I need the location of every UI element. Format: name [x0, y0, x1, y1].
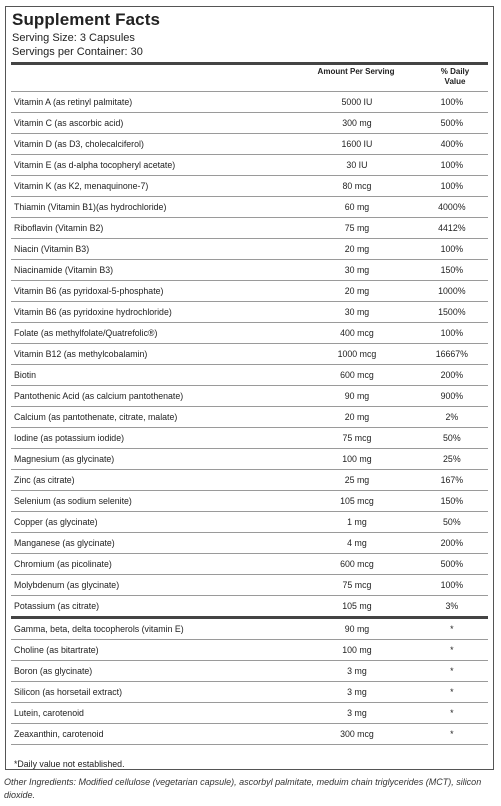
serving-size: Serving Size: 3 Capsules — [12, 32, 135, 44]
nutrient-amount: 20 mg — [298, 239, 415, 260]
nutrient-name: Calcium (as pantothenate, citrate, malate) — [11, 407, 298, 428]
nutrient-amount: 300 mcg — [298, 724, 415, 745]
nutrient-row — [11, 640, 488, 661]
nutrient-row — [11, 302, 488, 323]
nutrient-name: Magnesium (as glycinate) — [11, 449, 298, 470]
nutrient-table — [11, 91, 488, 745]
nutrient-amount: 300 mg — [298, 113, 415, 134]
nutrient-row — [11, 197, 488, 218]
nutrient-daily-value: 100% — [416, 92, 488, 113]
nutrient-name: Vitamin B6 (as pyridoxine hydrochloride) — [11, 302, 298, 323]
nutrient-name: Silicon (as horsetail extract) — [11, 682, 298, 703]
nutrient-row — [11, 724, 488, 745]
nutrient-daily-value: 100% — [416, 176, 488, 197]
nutrient-row — [11, 239, 488, 260]
nutrient-daily-value: 100% — [416, 575, 488, 596]
nutrient-name: Vitamin C (as ascorbic acid) — [11, 113, 298, 134]
table-bottom-rule-cell — [11, 745, 488, 746]
nutrient-amount: 3 mg — [298, 661, 415, 682]
nutrient-daily-value: 900% — [416, 386, 488, 407]
nutrient-daily-value: * — [416, 661, 488, 682]
nutrient-amount: 60 mg — [298, 197, 415, 218]
nutrient-row — [11, 533, 488, 554]
nutrient-row — [11, 596, 488, 618]
nutrient-row — [11, 365, 488, 386]
daily-value-footnote: *Daily value not established. — [14, 759, 125, 769]
nutrient-row — [11, 661, 488, 682]
nutrient-row — [11, 92, 488, 113]
nutrient-name: Molybdenum (as glycinate) — [11, 575, 298, 596]
nutrient-daily-value: 3% — [416, 596, 488, 618]
nutrient-row — [11, 344, 488, 365]
nutrient-amount: 1000 mcg — [298, 344, 415, 365]
nutrient-row — [11, 682, 488, 703]
nutrient-row — [11, 386, 488, 407]
nutrient-name: Vitamin B6 (as pyridoxal-5-phosphate) — [11, 281, 298, 302]
nutrient-name: Zeaxanthin, carotenoid — [11, 724, 298, 745]
nutrient-name: Vitamin K (as K2, menaquinone-7) — [11, 176, 298, 197]
nutrient-amount: 3 mg — [298, 703, 415, 724]
nutrient-amount: 3 mg — [298, 682, 415, 703]
supplement-facts-label — [5, 6, 494, 770]
nutrient-daily-value: 100% — [416, 239, 488, 260]
other-ingredients: Other Ingredients: Modified cellulose (vegetarian capsule), ascorbyl palmitate, meduim chain triglycerides (MCT), silicon dioxide. — [4, 777, 482, 800]
nutrient-row — [11, 512, 488, 533]
label-title: Supplement Facts — [12, 10, 161, 29]
daily-value-header-line2: Value — [444, 77, 466, 86]
nutrient-name: Manganese (as glycinate) — [11, 533, 298, 554]
nutrient-daily-value: 25% — [416, 449, 488, 470]
nutrient-row — [11, 470, 488, 491]
nutrient-daily-value: 200% — [416, 533, 488, 554]
nutrient-daily-value: 1500% — [416, 302, 488, 323]
nutrient-name: Lutein, carotenoid — [11, 703, 298, 724]
nutrient-row — [11, 113, 488, 134]
nutrient-amount: 75 mcg — [298, 575, 415, 596]
nutrient-amount: 25 mg — [298, 470, 415, 491]
nutrient-daily-value: * — [416, 703, 488, 724]
nutrient-name: Folate (as methylfolate/Quatrefolic®) — [11, 323, 298, 344]
nutrient-name: Riboflavin (Vitamin B2) — [11, 218, 298, 239]
nutrient-daily-value: * — [416, 724, 488, 745]
nutrient-amount: 600 mcg — [298, 365, 415, 386]
nutrient-name: Niacin (Vitamin B3) — [11, 239, 298, 260]
nutrient-amount: 1600 IU — [298, 134, 415, 155]
nutrient-amount: 100 mg — [298, 640, 415, 661]
nutrient-amount: 30 mg — [298, 302, 415, 323]
nutrient-daily-value: 150% — [416, 491, 488, 512]
nutrient-name: Pantothenic Acid (as calcium pantothenate) — [11, 386, 298, 407]
nutrient-name: Vitamin A (as retinyl palmitate) — [11, 92, 298, 113]
nutrient-daily-value: 16667% — [416, 344, 488, 365]
nutrient-amount: 600 mcg — [298, 554, 415, 575]
nutrient-amount: 90 mg — [298, 618, 415, 640]
nutrient-daily-value: 2% — [416, 407, 488, 428]
nutrient-amount: 20 mg — [298, 407, 415, 428]
nutrient-amount: 75 mg — [298, 218, 415, 239]
nutrient-name: Chromium (as picolinate) — [11, 554, 298, 575]
nutrient-row — [11, 554, 488, 575]
nutrient-row — [11, 218, 488, 239]
nutrient-row — [11, 575, 488, 596]
nutrient-name: Zinc (as citrate) — [11, 470, 298, 491]
daily-value-column-header — [424, 67, 486, 87]
nutrient-daily-value: * — [416, 682, 488, 703]
header-divider — [11, 62, 488, 65]
nutrient-name: Choline (as bitartrate) — [11, 640, 298, 661]
table-bottom-rule — [11, 745, 488, 746]
nutrient-amount: 20 mg — [298, 281, 415, 302]
nutrient-amount: 80 mcg — [298, 176, 415, 197]
nutrient-name: Vitamin B12 (as methylcobalamin) — [11, 344, 298, 365]
nutrient-name: Gamma, beta, delta tocopherols (vitamin E) — [11, 618, 298, 640]
nutrient-daily-value: 50% — [416, 512, 488, 533]
nutrient-row — [11, 176, 488, 197]
nutrient-row — [11, 703, 488, 724]
nutrient-row — [11, 134, 488, 155]
nutrient-amount: 105 mcg — [298, 491, 415, 512]
nutrient-row — [11, 428, 488, 449]
nutrient-row — [11, 407, 488, 428]
nutrient-amount: 4 mg — [298, 533, 415, 554]
nutrient-daily-value: 4412% — [416, 218, 488, 239]
nutrient-daily-value: * — [416, 618, 488, 640]
nutrient-daily-value: 100% — [416, 323, 488, 344]
nutrient-row — [11, 155, 488, 176]
nutrient-daily-value: 200% — [416, 365, 488, 386]
nutrient-amount: 400 mcg — [298, 323, 415, 344]
nutrient-name: Niacinamide (Vitamin B3) — [11, 260, 298, 281]
nutrient-daily-value: 50% — [416, 428, 488, 449]
nutrient-daily-value: 100% — [416, 155, 488, 176]
nutrient-amount: 105 mg — [298, 596, 415, 618]
nutrient-name: Iodine (as potassium iodide) — [11, 428, 298, 449]
nutrient-name: Vitamin E (as d-alpha tocopheryl acetate) — [11, 155, 298, 176]
nutrient-name: Selenium (as sodium selenite) — [11, 491, 298, 512]
nutrient-daily-value: 1000% — [416, 281, 488, 302]
nutrient-daily-value: 500% — [416, 113, 488, 134]
nutrient-amount: 75 mcg — [298, 428, 415, 449]
nutrient-daily-value: 167% — [416, 470, 488, 491]
daily-value-header-line1: % Daily — [440, 67, 470, 76]
nutrient-name: Thiamin (Vitamin B1)(as hydrochloride) — [11, 197, 298, 218]
nutrient-name: Vitamin D (as D3, cholecalciferol) — [11, 134, 298, 155]
nutrient-amount: 30 IU — [298, 155, 415, 176]
nutrient-daily-value: 500% — [416, 554, 488, 575]
nutrient-amount: 1 mg — [298, 512, 415, 533]
nutrient-daily-value: * — [416, 640, 488, 661]
servings-per-container: Servings per Container: 30 — [12, 46, 143, 58]
amount-column-header: Amount Per Serving — [317, 67, 395, 76]
nutrient-name: Biotin — [11, 365, 298, 386]
nutrient-row — [11, 281, 488, 302]
nutrient-daily-value: 400% — [416, 134, 488, 155]
nutrient-daily-value: 4000% — [416, 197, 488, 218]
nutrient-amount: 90 mg — [298, 386, 415, 407]
nutrient-row — [11, 491, 488, 512]
nutrient-row — [11, 618, 488, 640]
nutrient-amount: 100 mg — [298, 449, 415, 470]
nutrient-row — [11, 260, 488, 281]
nutrient-name: Boron (as glycinate) — [11, 661, 298, 682]
nutrient-amount: 30 mg — [298, 260, 415, 281]
nutrient-amount: 5000 IU — [298, 92, 415, 113]
nutrient-row — [11, 323, 488, 344]
nutrient-daily-value: 150% — [416, 260, 488, 281]
nutrient-row — [11, 449, 488, 470]
nutrient-name: Copper (as glycinate) — [11, 512, 298, 533]
nutrient-name: Potassium (as citrate) — [11, 596, 298, 618]
